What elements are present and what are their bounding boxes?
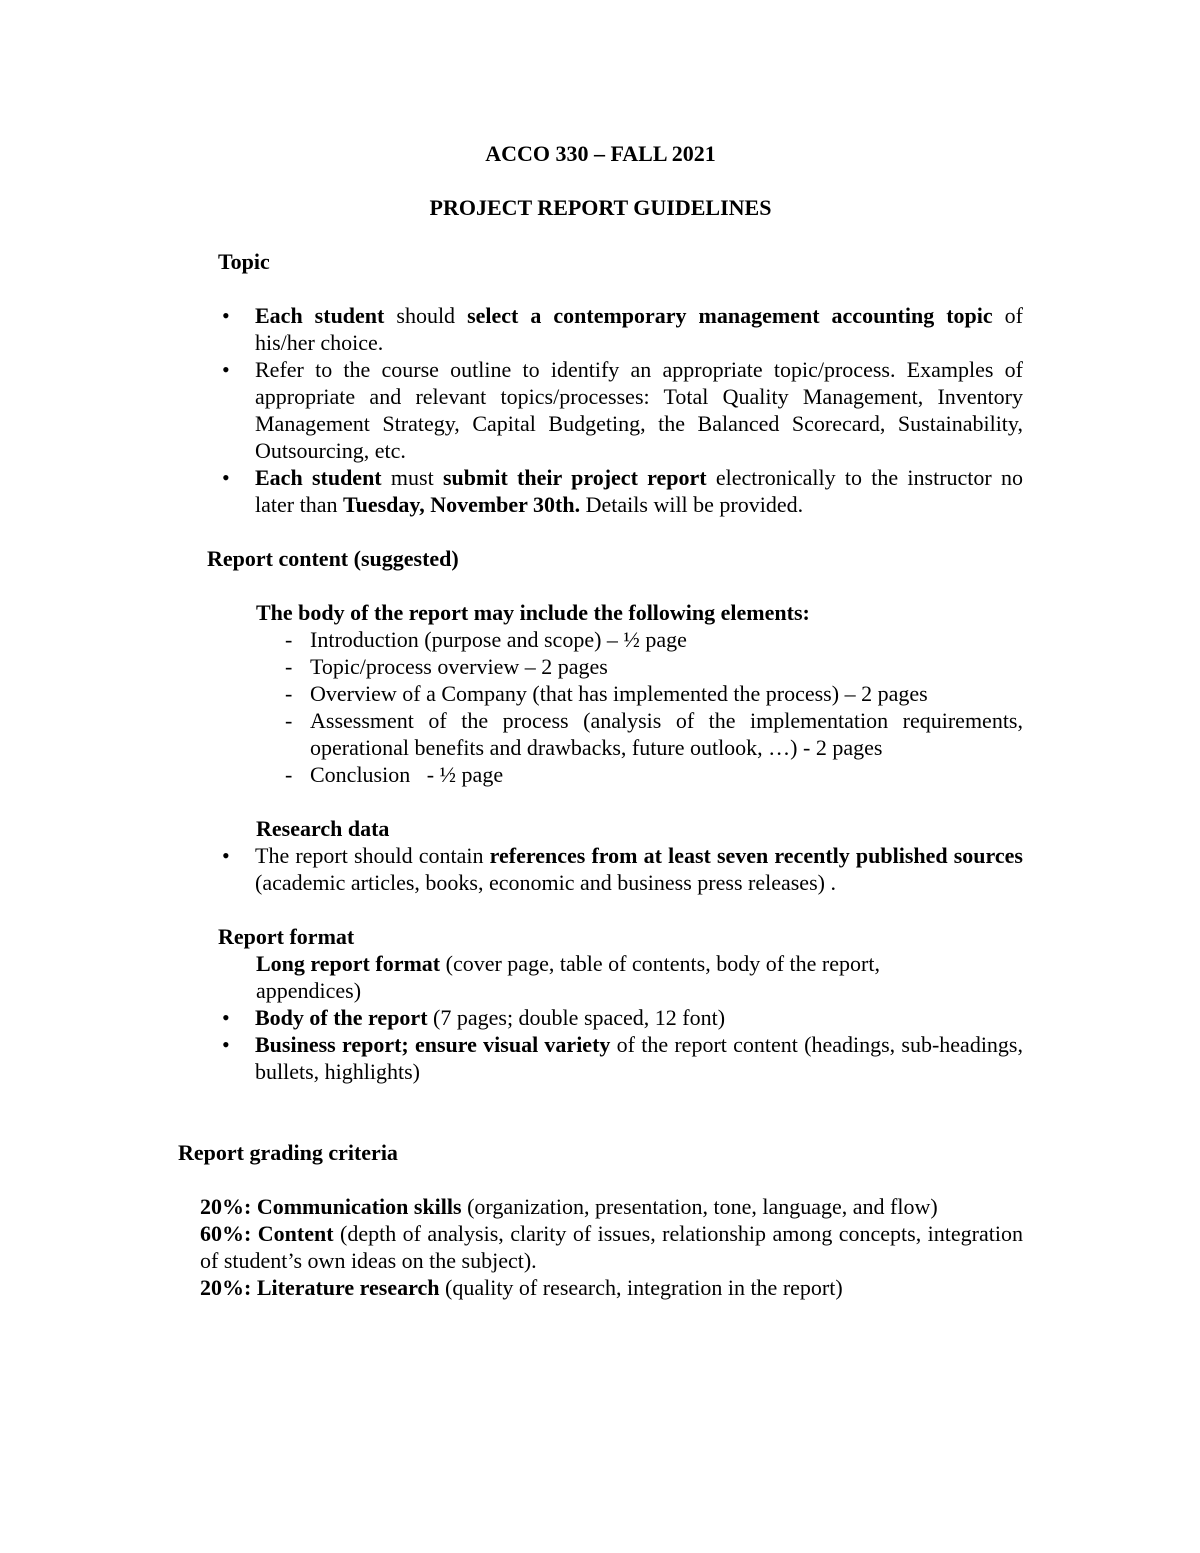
text: Report grading criteria bbox=[178, 1140, 398, 1165]
text: Business report; ensure visual variety of the report content (headings, sub-headings, bullets, highlights) bbox=[255, 1032, 1029, 1084]
text: Refer to the course outline to identify an appropriate topic/process. Examples of appropriate and relevant topics/processes: Total Quality Management, Inventory Management Strategy, Capital Budgeting, the Balanced Scorecard, Sustainability, Outsourcing, etc. bbox=[255, 357, 1029, 463]
paragraph bbox=[178, 1193, 1023, 1220]
bullet-icon: • bbox=[222, 1005, 230, 1030]
text: Report format bbox=[218, 924, 355, 949]
text: 60%: Content (depth of analysis, clarity of issues, relationship among concepts, integration of student’s own ideas on the subject). bbox=[200, 1221, 1029, 1273]
spacer bbox=[178, 1085, 1023, 1112]
dash-item bbox=[178, 626, 1023, 653]
dash-item bbox=[178, 707, 1029, 761]
text: Assessment of the process (analysis of the implementation requirements, operational benefits and drawbacks, future outlook, …) - 2 pages bbox=[310, 708, 1029, 760]
section-heading bbox=[178, 815, 1023, 842]
text: Topic bbox=[218, 249, 270, 274]
spacer bbox=[178, 275, 1023, 302]
section-heading bbox=[178, 248, 1023, 275]
dash-item bbox=[178, 680, 1023, 707]
text: Topic/process overview – 2 pages bbox=[310, 654, 608, 679]
section-heading bbox=[178, 1139, 1023, 1166]
bullet-item bbox=[178, 356, 1029, 464]
dash-icon: - bbox=[285, 627, 293, 652]
text: Overview of a Company (that has implemented the process) – 2 pages bbox=[310, 681, 928, 706]
dash-icon: - bbox=[285, 681, 293, 706]
bullet-item bbox=[178, 1031, 1029, 1085]
bullet-icon: • bbox=[222, 843, 230, 868]
bullet-item bbox=[178, 302, 1029, 356]
spacer bbox=[178, 518, 1023, 545]
dash-icon: - bbox=[285, 708, 293, 733]
text: Body of the report (7 pages; double spaced, 12 font) bbox=[255, 1005, 726, 1030]
text: The body of the report may include the following elements: bbox=[256, 600, 810, 625]
text: Long report format (cover page, table of contents, body of the report, appendices) bbox=[256, 951, 880, 1003]
bullet-item bbox=[178, 464, 1029, 518]
bullet-item bbox=[178, 842, 1029, 896]
spacer bbox=[178, 896, 1023, 923]
spacer bbox=[178, 572, 1023, 599]
paragraph bbox=[178, 1274, 1023, 1301]
bullet-icon: • bbox=[222, 465, 230, 490]
dash-item bbox=[178, 761, 1023, 788]
spacer bbox=[178, 1112, 1023, 1139]
bullet-icon: • bbox=[222, 357, 230, 382]
bullet-item bbox=[178, 1004, 1023, 1031]
document-subtitle: PROJECT REPORT GUIDELINES bbox=[429, 195, 772, 220]
text: Introduction (purpose and scope) – ½ page bbox=[310, 627, 687, 652]
paragraph bbox=[178, 599, 1023, 626]
paragraph bbox=[178, 950, 1023, 1004]
spacer bbox=[178, 1166, 1023, 1193]
text: Conclusion - ½ page bbox=[310, 762, 504, 787]
section-heading bbox=[178, 923, 1023, 950]
dash-icon: - bbox=[285, 654, 293, 679]
dash-item bbox=[178, 653, 1023, 680]
text: 20%: Literature research (quality of research, integration in the report) bbox=[200, 1275, 843, 1300]
text: The report should contain references from at least seven recently published sources (academic articles, books, economic and business press releases) . bbox=[255, 843, 1029, 895]
dash-icon: - bbox=[285, 762, 293, 787]
spacer bbox=[178, 788, 1023, 815]
text: Report content (suggested) bbox=[207, 546, 459, 571]
bullet-icon: • bbox=[222, 303, 230, 328]
spacer bbox=[178, 221, 1023, 248]
text: Each student must submit their project report electronically to the instructor no later than Tuesday, November 30th. Details will be provided. bbox=[255, 465, 1029, 517]
document-blocks bbox=[178, 221, 1029, 1301]
text: Research data bbox=[256, 816, 390, 841]
paragraph bbox=[178, 1220, 1029, 1274]
text: Each student should select a contemporary management accounting topic of his/her choice. bbox=[255, 303, 1029, 355]
section-heading bbox=[178, 545, 1023, 572]
text: 20%: Communication skills (organization, presentation, tone, language, and flow) bbox=[200, 1194, 938, 1219]
bullet-icon: • bbox=[222, 1032, 230, 1057]
document-title: ACCO 330 – FALL 2021 bbox=[485, 141, 716, 166]
